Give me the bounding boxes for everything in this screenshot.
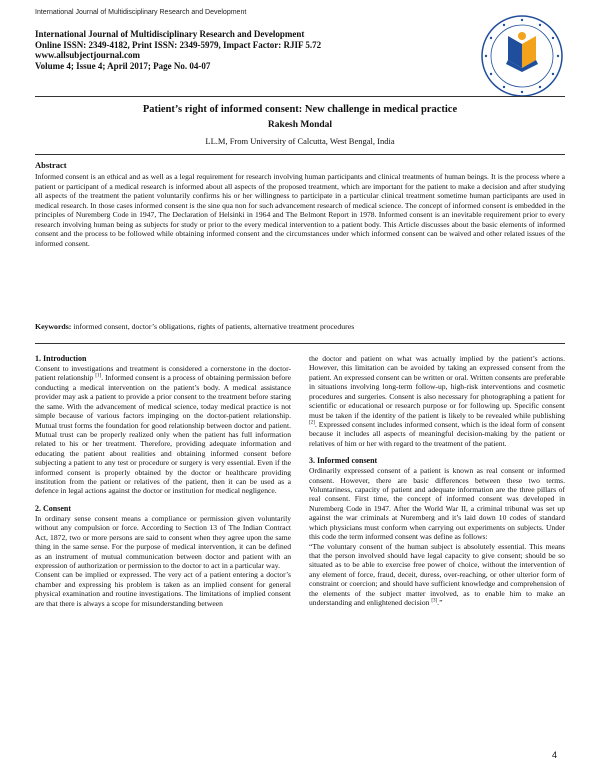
- article-title: Patient’s right of informed consent: New challenge in medical practice: [142, 104, 458, 115]
- section-heading-introduction: 1. Introduction: [35, 354, 87, 363]
- consent-paragraph-1: In ordinary sense consent means a compliance or permission given voluntarily without any compulsion or force. According to Section 13 of The Indian Contract Act, 1872, two or more persons are said to consent when they agree upon the same thing in the same sense. For the purpose of medical intervention, it can be defined as an instrument of mutual communication between doctor and patient with an expression of authorization or permission to the doctor to act in a particular way.: [35, 513, 291, 571]
- abstract-text: Informed consent is an ethical and as well as a legal requirement for research involving human participants and clinical treatments of human beings. It is the process where a patient or participant of a medical research is informed about all aspects of the proposed treatment, which are important for the patient to make a decision and after studying all aspects of the treatment the patient voluntarily confirms his or her willingness to participate in a particular clinical treatment sometime human participants are used in medical research. In those cases informed consent is the sine qua non for such advancement research of medical science. The concept of informed consent is embedded in the principles of Nuremberg Code in 1947, The Declaration of Helsinki in 1964 and The Belmont Report in 1978. Informed consent is an inevitable requirement prior to every research involving human being as subjects for study or prior to the every medical intervention to a patient body. This Article discusses about the basic elements of informed consent and the process to be followed while obtaining informed consent and the circumstances under which informed consent can be waived and other related issues of the informed consent.: [35, 172, 565, 248]
- citation-1: [1]: [95, 373, 102, 379]
- keywords-text: informed consent, doctor’s obligations, rights of patients, alternative treatment procedures: [73, 322, 355, 331]
- citation-3: [3]: [431, 598, 438, 604]
- abstract-rule-top: [35, 154, 565, 155]
- right-column: [309, 354, 565, 608]
- introduction-paragraph: Consent to investigations and treatment is considered a cornerstone in the doctor-patient relationship [1]. Informed consent is a process of obtaining permission before conducting a medical intervention on the patient’s body. A medical assistance provider may ask a patient to provide a prior consent to the treatment before staring the same. With the advancement of medical science, today medical practice is not simple because of various factors impinging on the doctor-patient relationship. Mutual trust forms the foundation for good relationship between doctor and patient. Mutual trust can be properly realized only when the patient has full information related to his or her treatment. Therefore, providing adequate information and educating the patient about realities and obtaining informed consent before subjecting a patient to any test or procedure or surgery is very essential. Even if the informed consent is properly obtained by the doctor or healthcare providing institution from the patient or relatives of the patient, then it can be used as a defence in legal actions against the doctor or institution for medical negligence.: [35, 364, 292, 496]
- author-affiliation: LL.M, From University of Calcutta, West Bengal, India: [205, 136, 395, 146]
- header-rule: [35, 96, 565, 97]
- keywords-label: Keywords:: [35, 322, 72, 331]
- keywords-rule: [35, 343, 565, 344]
- consent-paragraph-3: the doctor and patient on what was actually implied by the patient’s actions. However, this limitation can be avoided by taking an expressed consent from the patient. An expressed consent can be written or oral. Written consents are preferable in situations involving long-term follow-up, high-risk interventions and cosmetic procedures and surgeries. Consent is also necessary for photographing a patient for scientific or educational or research purpose or for following up. Specific consent must be taken if the identity of the patient is likely to be revealed while publishing [2]. Expressed consent includes informed consent, which is the ideal form of consent because it includes all aspects of meaningful decision-making by the patient or relatives of him or her with regard to the treatment of the patient.: [309, 354, 565, 448]
- keywords: [35, 322, 565, 332]
- section-heading-consent: 2. Consent: [35, 503, 72, 513]
- issn-line: Online ISSN: 2349-4182, Print ISSN: 2349-5979, Impact Factor: RJIF 5.72: [35, 39, 322, 50]
- page-number: 4: [552, 750, 558, 760]
- volume-line: Volume 4; Issue 4; April 2017; Page No. 04-07: [35, 60, 211, 71]
- informed-consent-paragraph: Ordinarily expressed consent of a patient is known as real consent or informed consent. However, there are basic differences between these two terms. Voluntariness, capacity of patient and adequate information are the three pillars of real consent. First time, the concept of informed consent was developed in Nuremberg Code in 1947. After the World War II, a criminal tribunal was set up against the war criminals at Nuremberg and it’s laid down 10 codes of standard which physicians must conform when carrying out experiments on subjects. Under this code the term informed consent was define as follows:: [309, 466, 565, 542]
- running-header: International Journal of Multidisciplinary Research and Development: [35, 9, 247, 16]
- article-author: Rakesh Mondal: [267, 120, 333, 130]
- citation-2: [2]: [309, 420, 315, 426]
- left-column: [35, 354, 291, 608]
- journal-website: www.allsubjectjournal.com: [35, 50, 140, 60]
- journal-name: International Journal of Multidisciplinary Research and Development: [35, 29, 305, 39]
- abstract-heading: Abstract: [35, 160, 67, 170]
- nuremberg-quote: “The voluntary consent of the human subject is absolutely essential. This means that the person involved should have legal capacity to give consent; should be so situated as to be able to exercise free power of choice, without the intervention of any element of force, fraud, deceit, duress, over-reaching, or other ulterior form of constraint or coercion; and should have sufficient knowledge and comprehension of the elements of the subject matter involved, as to enable him to make an understanding and enlightened decision [3].”: [309, 541, 565, 608]
- consent-paragraph-2: Consent can be implied or expressed. The very act of a patient entering a doctor’s chamber and expressing his problem is taken as an implied consent for general physical examination and routine investigations. The limitations of implied consent are that there is always a scope for misunderstanding between: [35, 570, 291, 608]
- journal-logo-icon: [480, 14, 564, 98]
- section-heading-informed-consent: 3. Informed consent: [309, 456, 378, 466]
- journal-header: [35, 29, 475, 71]
